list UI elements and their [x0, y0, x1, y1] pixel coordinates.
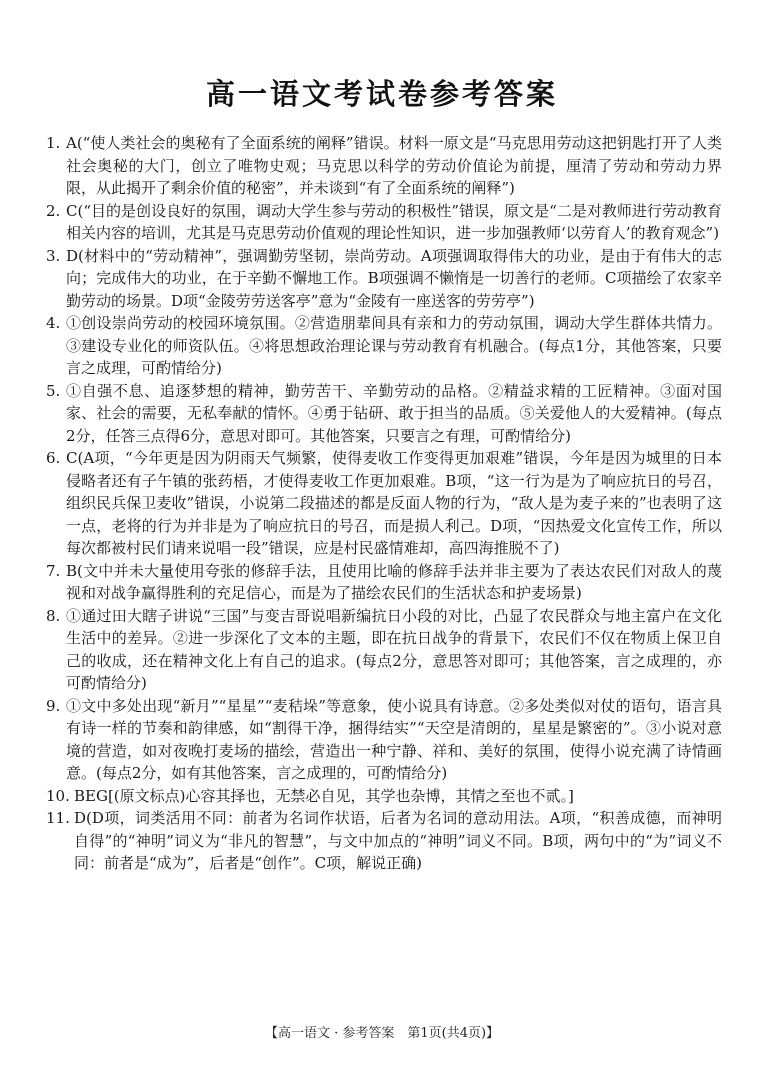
answer-number: 4.: [46, 314, 61, 332]
page-footer: 【高一语文 · 参考答案 第1页(共4页)】: [264, 1026, 500, 1041]
answer-text: A(“使人类社会的奥秘有了全面系统的阐释”错误。材料一原文是“马克思用劳动这把钥匙打开了人类社会奥秘的大门，创立了唯物史观；马克思以科学的劳动价值论为前提，厘清了劳动和劳动力界限，从此揭开了剩余价值的秘密”，并未谈到“有了全面系统的阐释”): [66, 134, 722, 197]
answer-text: ①创设崇尚劳动的校园环境氛围。②营造朋辈间具有亲和力的劳动氛围，调动大学生群体共情力。③建设专业化的师资队伍。④将思想政治理论课与劳动教育有机融合。(每点1分，其他答案，只要言之成理，可酌情给分): [66, 314, 722, 377]
answer-list: [46, 132, 722, 875]
answer-item: [46, 312, 722, 380]
answer-number: 10.: [46, 786, 70, 805]
answer-item: [46, 807, 722, 875]
answer-text: C(A项，“今年更是因为阴雨天气频繁，使得麦收工作变得更加艰难”错误，今年是因为城里的日本侵略者还有子午镇的张药梧，才使得麦收工作更加艰难。B项，“这一行为是为了响应抗日的号召，组织民兵保卫麦收”错误，小说第二段描述的都是反面人物的行为，“敌人是为麦子来的”也表明了这一点，老将的行为并非是为了响应抗日的号召，而是损人利己。D项，“因热爱文化宣传工作，所以每次都被村民们请来说唱一段”错误，应是村民盛情难却，高四海推脱不了): [66, 449, 722, 557]
answer-text: ①自强不息、追逐梦想的精神，勤劳苦干、辛勤劳动的品格。②精益求精的工匠精神。③面对国家、社会的需要，无私奉献的情怀。④勇于钻研、敢于担当的品质。⑤关爱他人的大爱精神。(每点2分，任答三点得6分，意思对即可。其他答案，只要言之有理，可酌情给分): [66, 381, 722, 445]
answer-text: D(D项，词类活用不同：前者为名词作状语，后者为名词的意动用法。A项，“积善成德，而神明自得”的“神明”词义为“非凡的智慧”，与文中加点的“神明”词义不同。B项，两句中的“为”词义不同：前者是“成为”，后者是“创作”。C项，解说正确): [74, 809, 722, 872]
answer-item: [46, 560, 722, 605]
answer-item: [46, 245, 722, 313]
answer-number: 5.: [46, 381, 61, 400]
answer-number: 2.: [46, 201, 61, 220]
answer-item: [46, 200, 722, 245]
answer-text: B(文中并未大量使用夸张的修辞手法，且使用比喻的修辞手法并非主要为了表达农民们对敌人的蔑视和对战争赢得胜利的充足信心，而是为了描绘农民们的生活状态和护麦场景): [66, 561, 722, 602]
answer-number: 7.: [46, 561, 61, 580]
answer-item: [46, 380, 722, 448]
answer-text: BEG[(原文标点)心容其择也，无禁必自见，其学也杂博，其情之至也不贰。]: [74, 786, 574, 805]
answer-item: [46, 695, 722, 785]
answer-text: ①文中多处出现“新月”“星星”“麦秸垛”等意象，使小说具有诗意。②多处类似对仗的语句，语言具有诗一样的节奏和韵律感，如“割得干净，捆得结实”“天空是清朗的，星星是繁密的”。③小说对意境的营造，如对夜晚打麦场的描绘，营造出一种宁静、祥和、美好的氛围，使得小说充满了诗情画意。(每点2分，如有其他答案，言之成理的，可酌情给分): [66, 696, 722, 782]
answer-text: C(“目的是创设良好的氛围，调动大学生参与劳动的积极性”错误，原文是“二是对教师进行劳动教育相关内容的培训，尤其是马克思劳动价值观的理论性知识，进一步加强教师‘以劳育人’的教育观念”): [66, 201, 722, 242]
answer-item: [46, 447, 722, 560]
answer-item: [46, 605, 722, 695]
answer-number: 11.: [46, 809, 70, 827]
answer-number: 8.: [46, 606, 61, 625]
page-title: 高一语文考试卷参考答案: [205, 77, 558, 111]
answer-item: [46, 785, 722, 808]
answer-number: 1.: [46, 134, 61, 152]
answer-text: ①通过田大瞎子讲说“三国”与变吉哥说唱新编抗日小段的对比，凸显了农民群众与地主富户在文化生活中的差异。②进一步深化了文本的主题，即在抗日战争的背景下，农民们不仅在物质上保卫自己的收成，还在精神文化上有自己的追求。(每点2分，意思答对即可；其他答案，言之成理的，亦可酌情给分): [66, 606, 722, 692]
answer-number: 3.: [46, 246, 61, 265]
answer-number: 9.: [46, 696, 61, 715]
answer-item: [46, 132, 722, 200]
answer-number: 6.: [46, 449, 61, 467]
answer-text: D(材料中的“劳动精神”，强调勤劳坚韧，崇尚劳动。A项强调取得伟大的功业，是由于有伟大的志向；完成伟大的功业，在于辛勤不懈地工作。B项强调不懒惰是一切善行的老师。C项描绘了农家辛勤劳动的场景。D项“金陵劳劳送客亭”意为“金陵有一座送客的劳劳亭”): [66, 246, 722, 310]
